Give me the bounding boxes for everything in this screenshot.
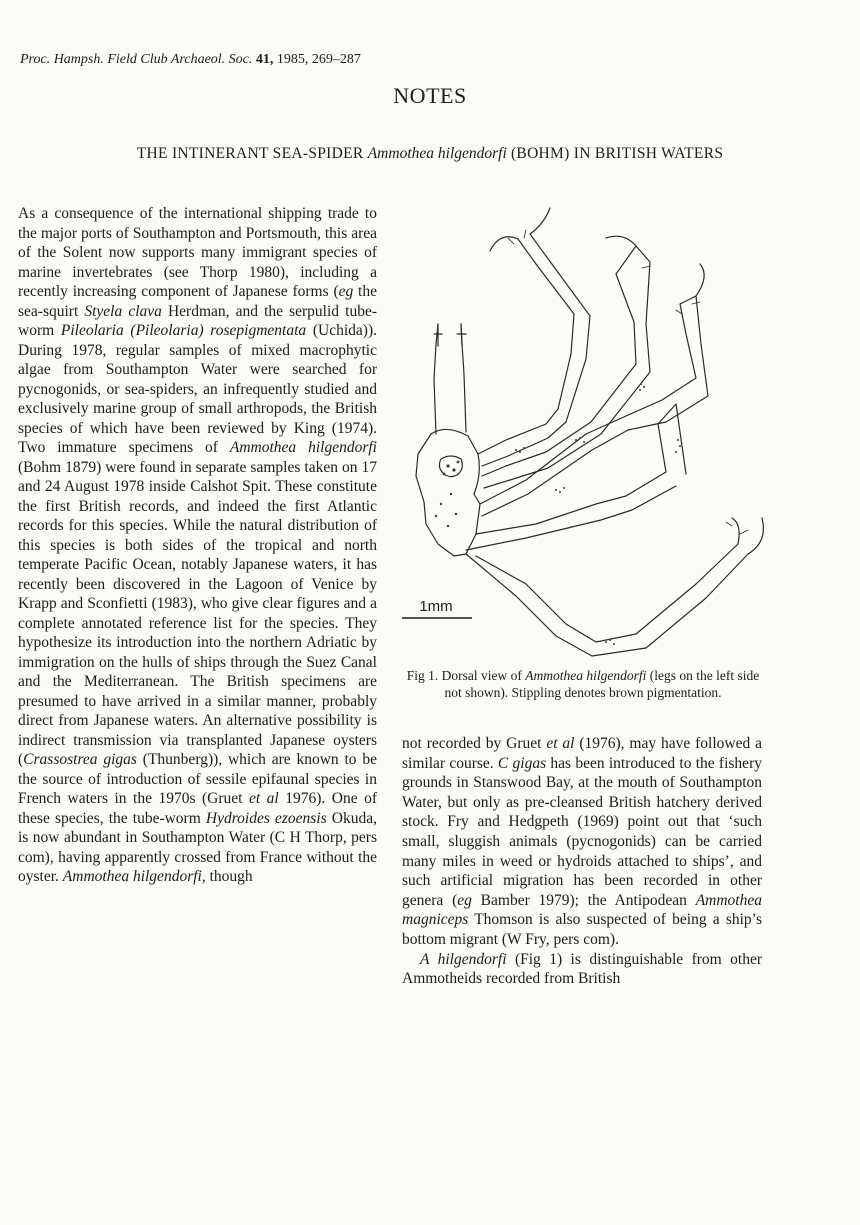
text-run: Thomson is also suspected of being a ship’s bottom migrant (W Fry, pers com). — [402, 911, 762, 948]
running-head — [20, 52, 361, 68]
scale-bar-label: 1mm — [419, 598, 453, 615]
caption-tail: (legs on the left side not shown). Stippling denotes brown pigmentation. — [444, 668, 760, 700]
left-column — [18, 204, 377, 887]
caption-lead: Fig 1. Dorsal view of — [406, 668, 522, 683]
article-title-after: (BOHM) IN BRITISH WATERS — [510, 145, 724, 162]
text-run-italic: Styela clava — [84, 302, 162, 320]
text-run-italic: A hilgendorfi — [420, 950, 507, 968]
body-paragraph — [402, 734, 762, 950]
text-run-italic: Pileolaria (Pileolaria) rosepigmentata — [60, 322, 307, 339]
article-title-before: THE INTINERANT SEA-SPIDER — [136, 145, 364, 162]
page-range: 1985, 269–287 — [276, 52, 361, 67]
text-run-italic: Ammothea magniceps — [402, 891, 762, 929]
text-run-italic: Hydroides ezoensis — [205, 809, 327, 827]
figure-caption — [400, 668, 766, 701]
text-run-italic: et al — [248, 790, 279, 807]
text-run: the sea-squirt — [18, 283, 377, 320]
journal-name: Proc. Hampsh. Field Club Archaeol. Soc. — [20, 52, 253, 67]
text-run: 1976). One of these species, the tube-worm — [18, 790, 377, 827]
text-run: has been introduced to the fishery grounds in Stanswood Bay, at the mouth of Southampton Water, but only as pre-cleansed British hatchery derived stock. Fry and Hedgpeth (1969) point out that ‘such small, sluggish animals (pycnogonids) can be carried many miles in weed or hydroids attached to ships’, and such artificial migration has been recorded in other genera ( — [402, 754, 762, 909]
text-run: Herdman, and the serpulid tube-worm — [18, 302, 377, 339]
article-title — [0, 145, 860, 163]
text-run: , though — [201, 868, 253, 885]
text-run-italic: C gigas — [497, 754, 547, 772]
text-run: (Thunberg)), which are known to be the source of introduction of sessile epifaunal species in French waters in the 1970s (Gruet — [18, 751, 377, 807]
body-paragraph — [18, 204, 377, 887]
text-run-italic: et al — [546, 735, 575, 752]
text-run: (Uchida)). During 1978, regular samples of mixed macrophytic algae from Southampton Water were searched for pycnogonids, or sea-spiders, an infrequently studied and exclusively marine group of small arthropods, the British species of which have been reviewed by King (1974). Two immature specimens of — [18, 322, 377, 456]
volume-number: 41, — [255, 52, 274, 67]
text-run: (Bohm 1879) were found in separate samples taken on 17 and 24 August 1978 inside Calshot Spit. These constitute the first British records, and indeed the first Atlantic records for this species. While the natural distribution of this species is both sides of the tropical and north temperate Pacific Ocean, notably Japanese waters, it has recently been discovered in the Lagoon of Venice by Krapp and Sconfietti (1983), who give clear figures and a complete annotated reference list for the species. They hypothesize its introduction into the northern Adriatic by immigration on the hulls of ships through the Suez Canal and the Mediterranean. The British specimens are presumed to have arrived in a similar manner, probably direct from Japanese waters. An alternative possibility is indirect transmission via transplanted Japanese oysters ( — [18, 458, 377, 768]
text-run-italic: Crassostrea gigas — [23, 751, 137, 768]
text-run: Bamber 1979); the Antipodean — [471, 891, 696, 909]
text-run: Okuda, is now abundant in Southampton Water (C H Thorp, pers com), having apparently crossed from France without the oyster. — [18, 809, 377, 885]
text-run: not recorded by Gruet — [402, 735, 547, 752]
text-run: (1976), may have followed a similar course. — [402, 735, 762, 772]
text-run-italic: eg — [457, 891, 472, 909]
section-title: NOTES — [393, 83, 467, 108]
caption-species: Ammothea hilgendorfi — [525, 668, 647, 683]
text-run: (Fig 1) is distinguishable from other Ammotheids recorded from British — [402, 950, 763, 988]
article-title-species: Ammothea hilgendorfi — [367, 145, 507, 162]
text-run-italic: Ammothea hilgendorfi — [62, 868, 202, 885]
sea-spider-illustration — [396, 204, 776, 664]
right-column — [402, 734, 762, 989]
text-run: As a consequence of the international shipping trade to the major ports of Southampton and Portsmouth, this area of the Solent now supports many immigrant species of marine invertebrates (see Thorp 1980), including a recently increasing component of Japanese forms ( — [18, 205, 377, 300]
text-run-italic: Ammothea hilgendorfi — [229, 439, 377, 456]
figure-1 — [396, 204, 776, 664]
text-run-italic: eg — [338, 283, 354, 300]
body-paragraph — [402, 950, 762, 989]
